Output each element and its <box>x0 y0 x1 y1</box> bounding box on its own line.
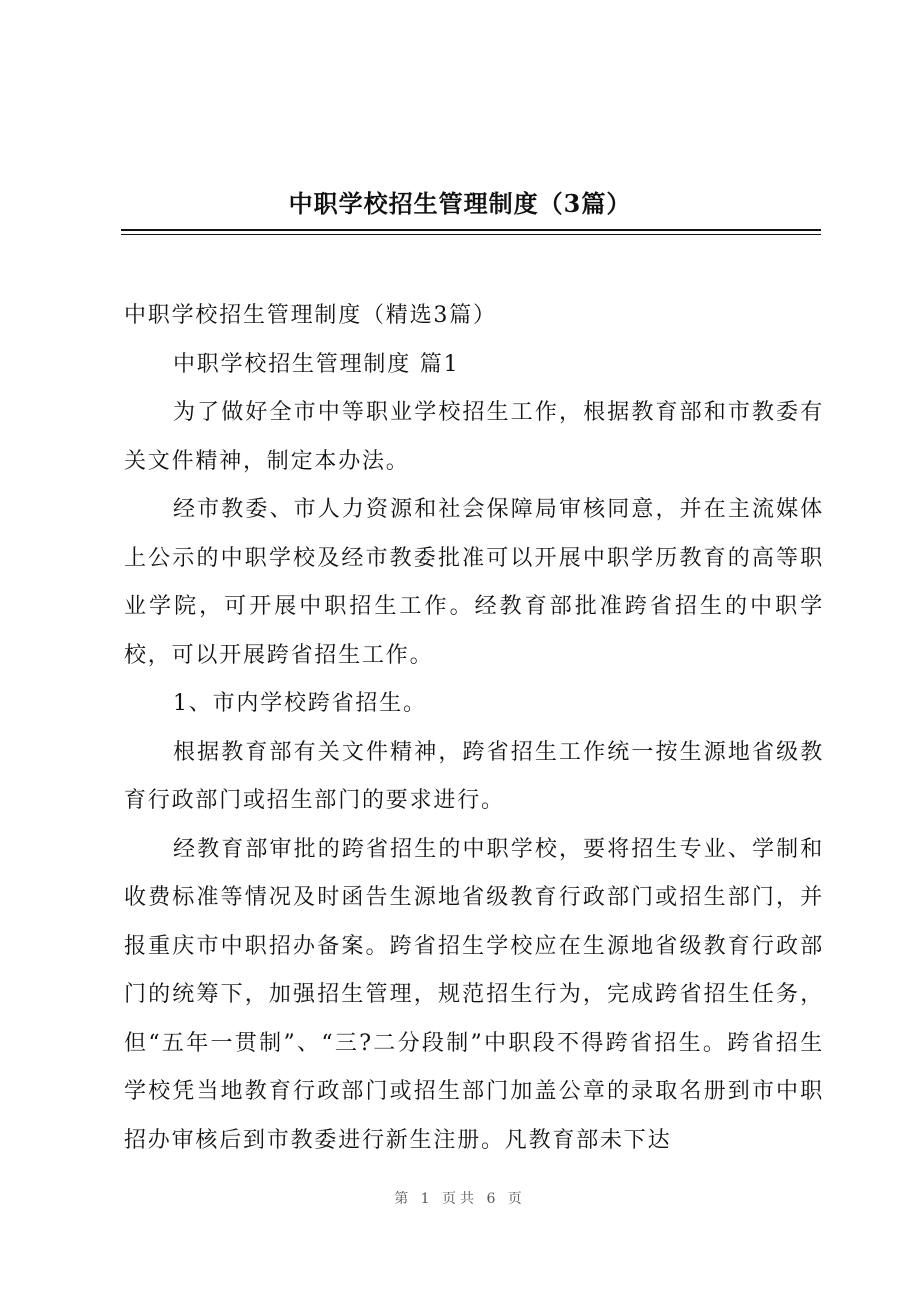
paragraph: 为了做好全市中等职业学校招生工作，根据教育部和市教委有关文件精神，制定本办法。 <box>124 400 824 474</box>
list-item-heading: 1、市内学校跨省招生。 <box>173 691 427 716</box>
document-title: 中职学校招生管理制度（3篇） <box>288 189 632 218</box>
paragraph: 经教育部审批的跨省招生的中职学校，要将招生专业、学制和收费标准等情况及时函告生源地省级教育行政部门或招生部门，并报重庆市中职招办备案。跨省招生学校应在生源地省级教育行政部门的统筹下，加强招生管理，规范招生行为，完成跨省招生任务，但“五年一贯制”、“三?二分段制”中职段不得跨省招生。跨省招生学校凭当地教育行政部门或招生部门加盖公章的录取名册到市中职招办审核后到市教委进行新生注册。凡教育部未下达 <box>124 836 824 1153</box>
page-footer: 第 1 页共 6 页 <box>394 1191 526 1207</box>
paragraph: 经市教委、市人力资源和社会保障局审核同意，并在主流媒体上公示的中职学校及经市教委批准可以开展中职学历教育的高等职业学院，可开展中职招生工作。经教育部批准跨省招生的中职学校，可以开展跨省招生工作。 <box>124 497 824 668</box>
title-divider-thin <box>121 234 821 235</box>
section-heading: 中职学校招生管理制度 篇1 <box>173 351 460 377</box>
document-body <box>124 292 824 1165</box>
document-subtitle: 中职学校招生管理制度（精选3篇） <box>124 303 497 328</box>
paragraph: 根据教育部有关文件精神，跨省招生工作统一按生源地省级教育行政部门或招生部门的要求进行。 <box>124 739 824 813</box>
title-divider-thick <box>121 229 821 231</box>
